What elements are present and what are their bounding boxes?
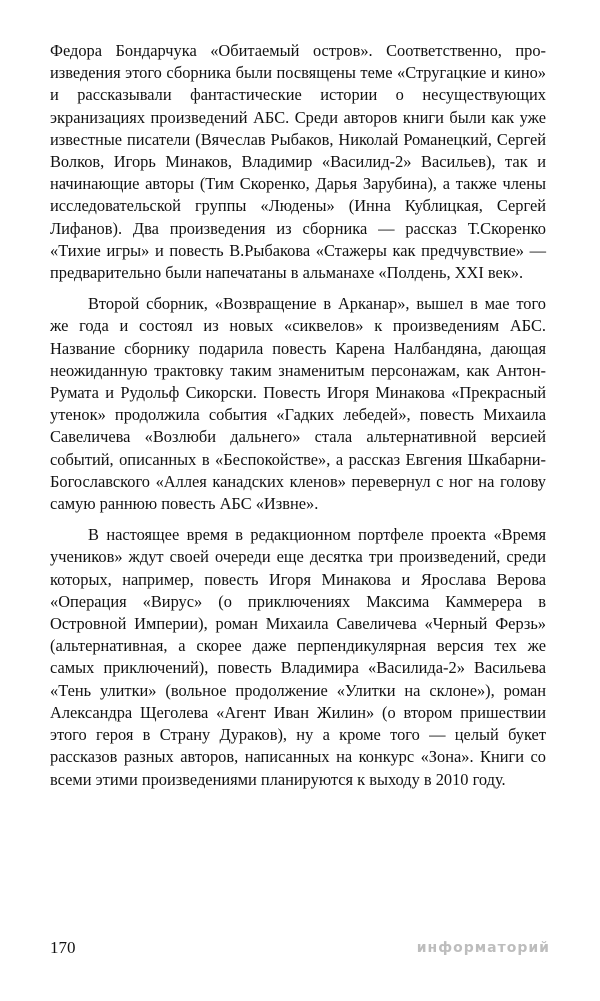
page-number: 170 — [50, 938, 76, 957]
paragraph-2: Второй сборник, «Возвращение в Арканар», вышел в мае того же года и состоял из новых «сиквелов» к произведениям АБС. Название сборнику подарила повесть Карена Налбандяна, дающая неожиданную трактовку таким знаменитым персонажам, как Антон-Румата и Рудольф Сикорски. Повесть Игоря Минакова «Прекрасный утенок» продолжила события «Гадких лебедей», повесть Михаила Савеличева «Возлюби дальнего» стала альтернативной версией событий, описанных в «Беспокойстве», а рассказ Евгения Шкабарни-Богославского «Аллея канадских кленов» перевернул с ног на голову самую раннюю повесть АБС «Извне». — [50, 294, 546, 514]
paragraph-3: В настоящее время в редакционном портфеле проекта «Время учеников» ждут своей очереди еще десятка три произведений, среди которых, например, повесть Игоря Минакова и Ярослава Верова «Операция «Вирус» (о приключениях Максима Каммерера в Островной Империи), роман Михаила Савеличева «Черный Ферзь» (альтернативная, а скорее даже перпендикулярная версия тех же самых приключений), повесть Владимира «Василида-2» Васильева «Тень улитки» (вольное продолжение «Улитки на склоне»), роман Александра Щеголева «Агент Иван Жилин» (о втором пришествии этого героя в Страну Дураков), ну а кроме того — целый букет рассказов разных авторов, написанных на конкурс «Зона». Книги со всеми этими произведениями планируются к выходу в 2010 году. — [50, 525, 546, 789]
section-name: информаторий — [416, 940, 550, 956]
main-text — [50, 40, 546, 791]
page-footer — [50, 938, 550, 962]
paragraph-1: Федора Бондарчука «Обитаемый остров». Соответственно, произведения этого сборника были посвящены теме «Стругацкие и кино» и рассказывали фантастические истории о несуществующих экранизациях произведений АБС. Среди авторов книги были как уже известные писатели (Вячеслав Рыбаков, Николай Романецкий, Сергей Волков, Игорь Минаков, Владимир «Василид-2» Васильев), так и начинающие авторы (Тим Скоренко, Дарья Зарубина), а также члены исследовательской группы «Людены» (Инна Кублицкая, Сергей Лифанов). Два произведения из сборника — рассказ Т.Скоренко «Тихие игры» и повесть В.Рыбакова «Стажеры как предчувствие» — предварительно были напечатаны в альманахе «Полдень, XXI век». — [50, 41, 546, 283]
